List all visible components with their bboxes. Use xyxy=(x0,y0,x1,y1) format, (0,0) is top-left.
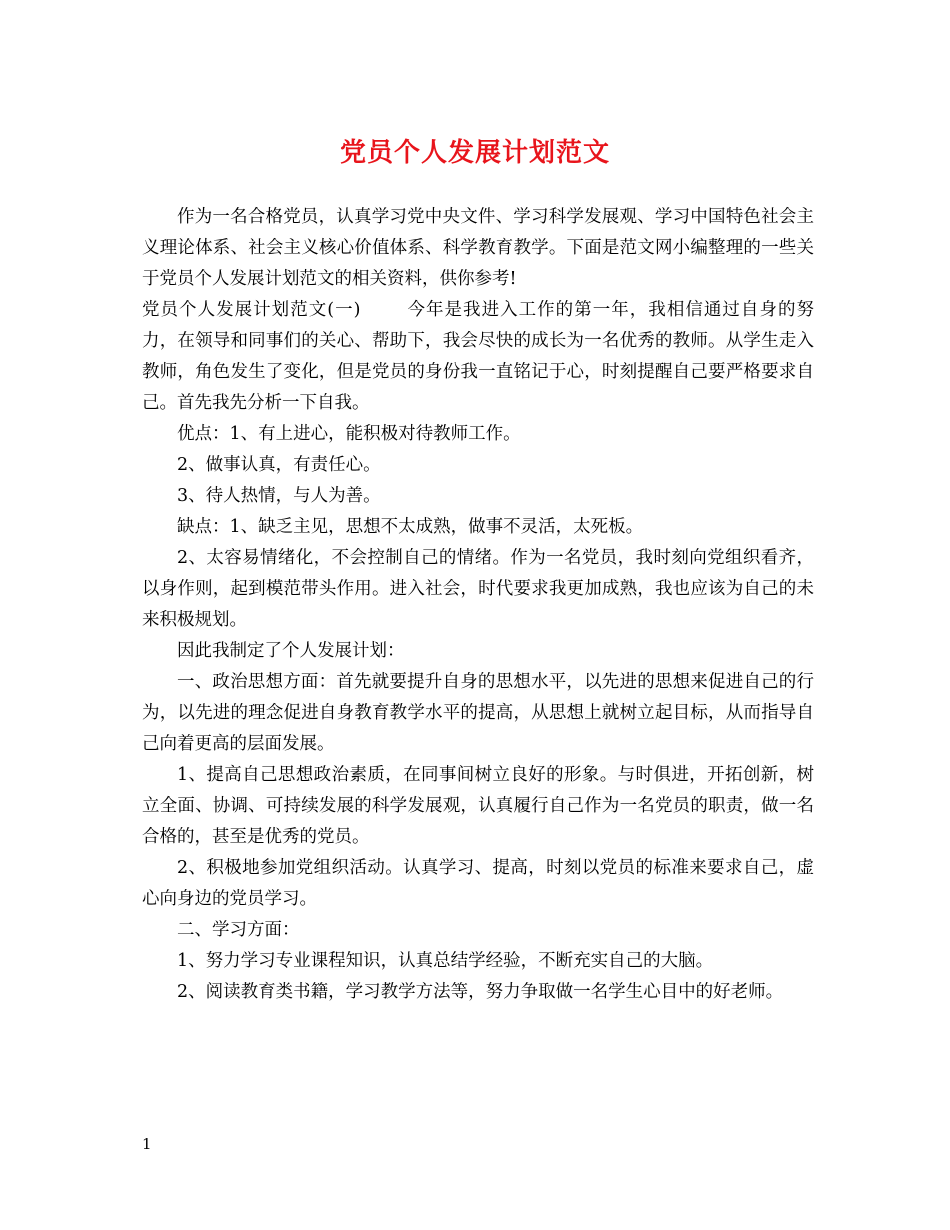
page-number: 1 xyxy=(142,1135,152,1153)
strength-item-1: 优点：1、有上进心，能积极对待教师工作。 xyxy=(177,424,521,444)
intro-paragraph: 作为一名合格党员，认真学习党中央文件、学习科学发展观、学习中国特色社会主义理论体系、社会主义核心价值体系、科学教育教学。下面是范文网小编整理的一些关于党员个人发展计划范文的相关资料，供你参考! xyxy=(142,207,814,289)
strength-item-3: 3、待人热情，与人为善。 xyxy=(177,486,381,506)
study-item-1: 1、努力学习专业课程知识，认真总结学经验，不断充实自己的大脑。 xyxy=(177,951,714,971)
document-body xyxy=(142,202,814,1008)
section-body-text: 今年是我进入工作的第一年，我相信通过自身的努力，在领导和同事们的关心、帮助下，我会尽快的成长为一名优秀的教师。从学生走入教师，角色发生了变化，但是党员的身份我一直铭记于心，时刻提醒自己要严格要求自己。首先我先分析一下自我。 xyxy=(142,300,814,413)
section-paragraph xyxy=(142,295,814,419)
weakness-item-1: 缺点：1、缺乏主见，思想不太成熟，做事不灵活，太死板。 xyxy=(177,517,644,537)
study-section: 二、学习方面： xyxy=(177,920,300,940)
page-title: 党员个人发展计划范文 xyxy=(339,138,610,168)
section-heading: 党员个人发展计划范文(一) xyxy=(142,300,361,320)
political-item-2: 2、积极地参加党组织活动。认真学习、提高，时刻以党员的标准来要求自己，虚心向身边的党员学习。 xyxy=(142,858,814,909)
weakness-item-2: 2、太容易情绪化，不会控制自己的情绪。作为一名党员，我时刻向党组织看齐，以身作则，起到模范带头作用。进入社会，时代要求我更加成熟，我也应该为自己的未来积极规划。 xyxy=(142,548,814,630)
political-section: 一、政治思想方面：首先就要提升自身的思想水平，以先进的思想来促进自己的行为，以先进的理念促进自身教育教学水平的提高，从思想上就树立起目标，从而指导自己向着更高的层面发展。 xyxy=(142,672,814,754)
strength-item-2: 2、做事认真，有责任心。 xyxy=(177,455,381,475)
study-item-2: 2、阅读教育类书籍，学习教学方法等，努力争取做一名学生心目中的好老师。 xyxy=(177,982,784,1002)
plan-intro: 因此我制定了个人发展计划： xyxy=(177,641,405,661)
political-item-1: 1、提高自己思想政治素质，在同事间树立良好的形象。与时俱进，开拓创新，树立全面、协调、可持续发展的科学发展观，认真履行自己作为一名党员的职责，做一名合格的，甚至是优秀的党员。 xyxy=(142,765,814,847)
